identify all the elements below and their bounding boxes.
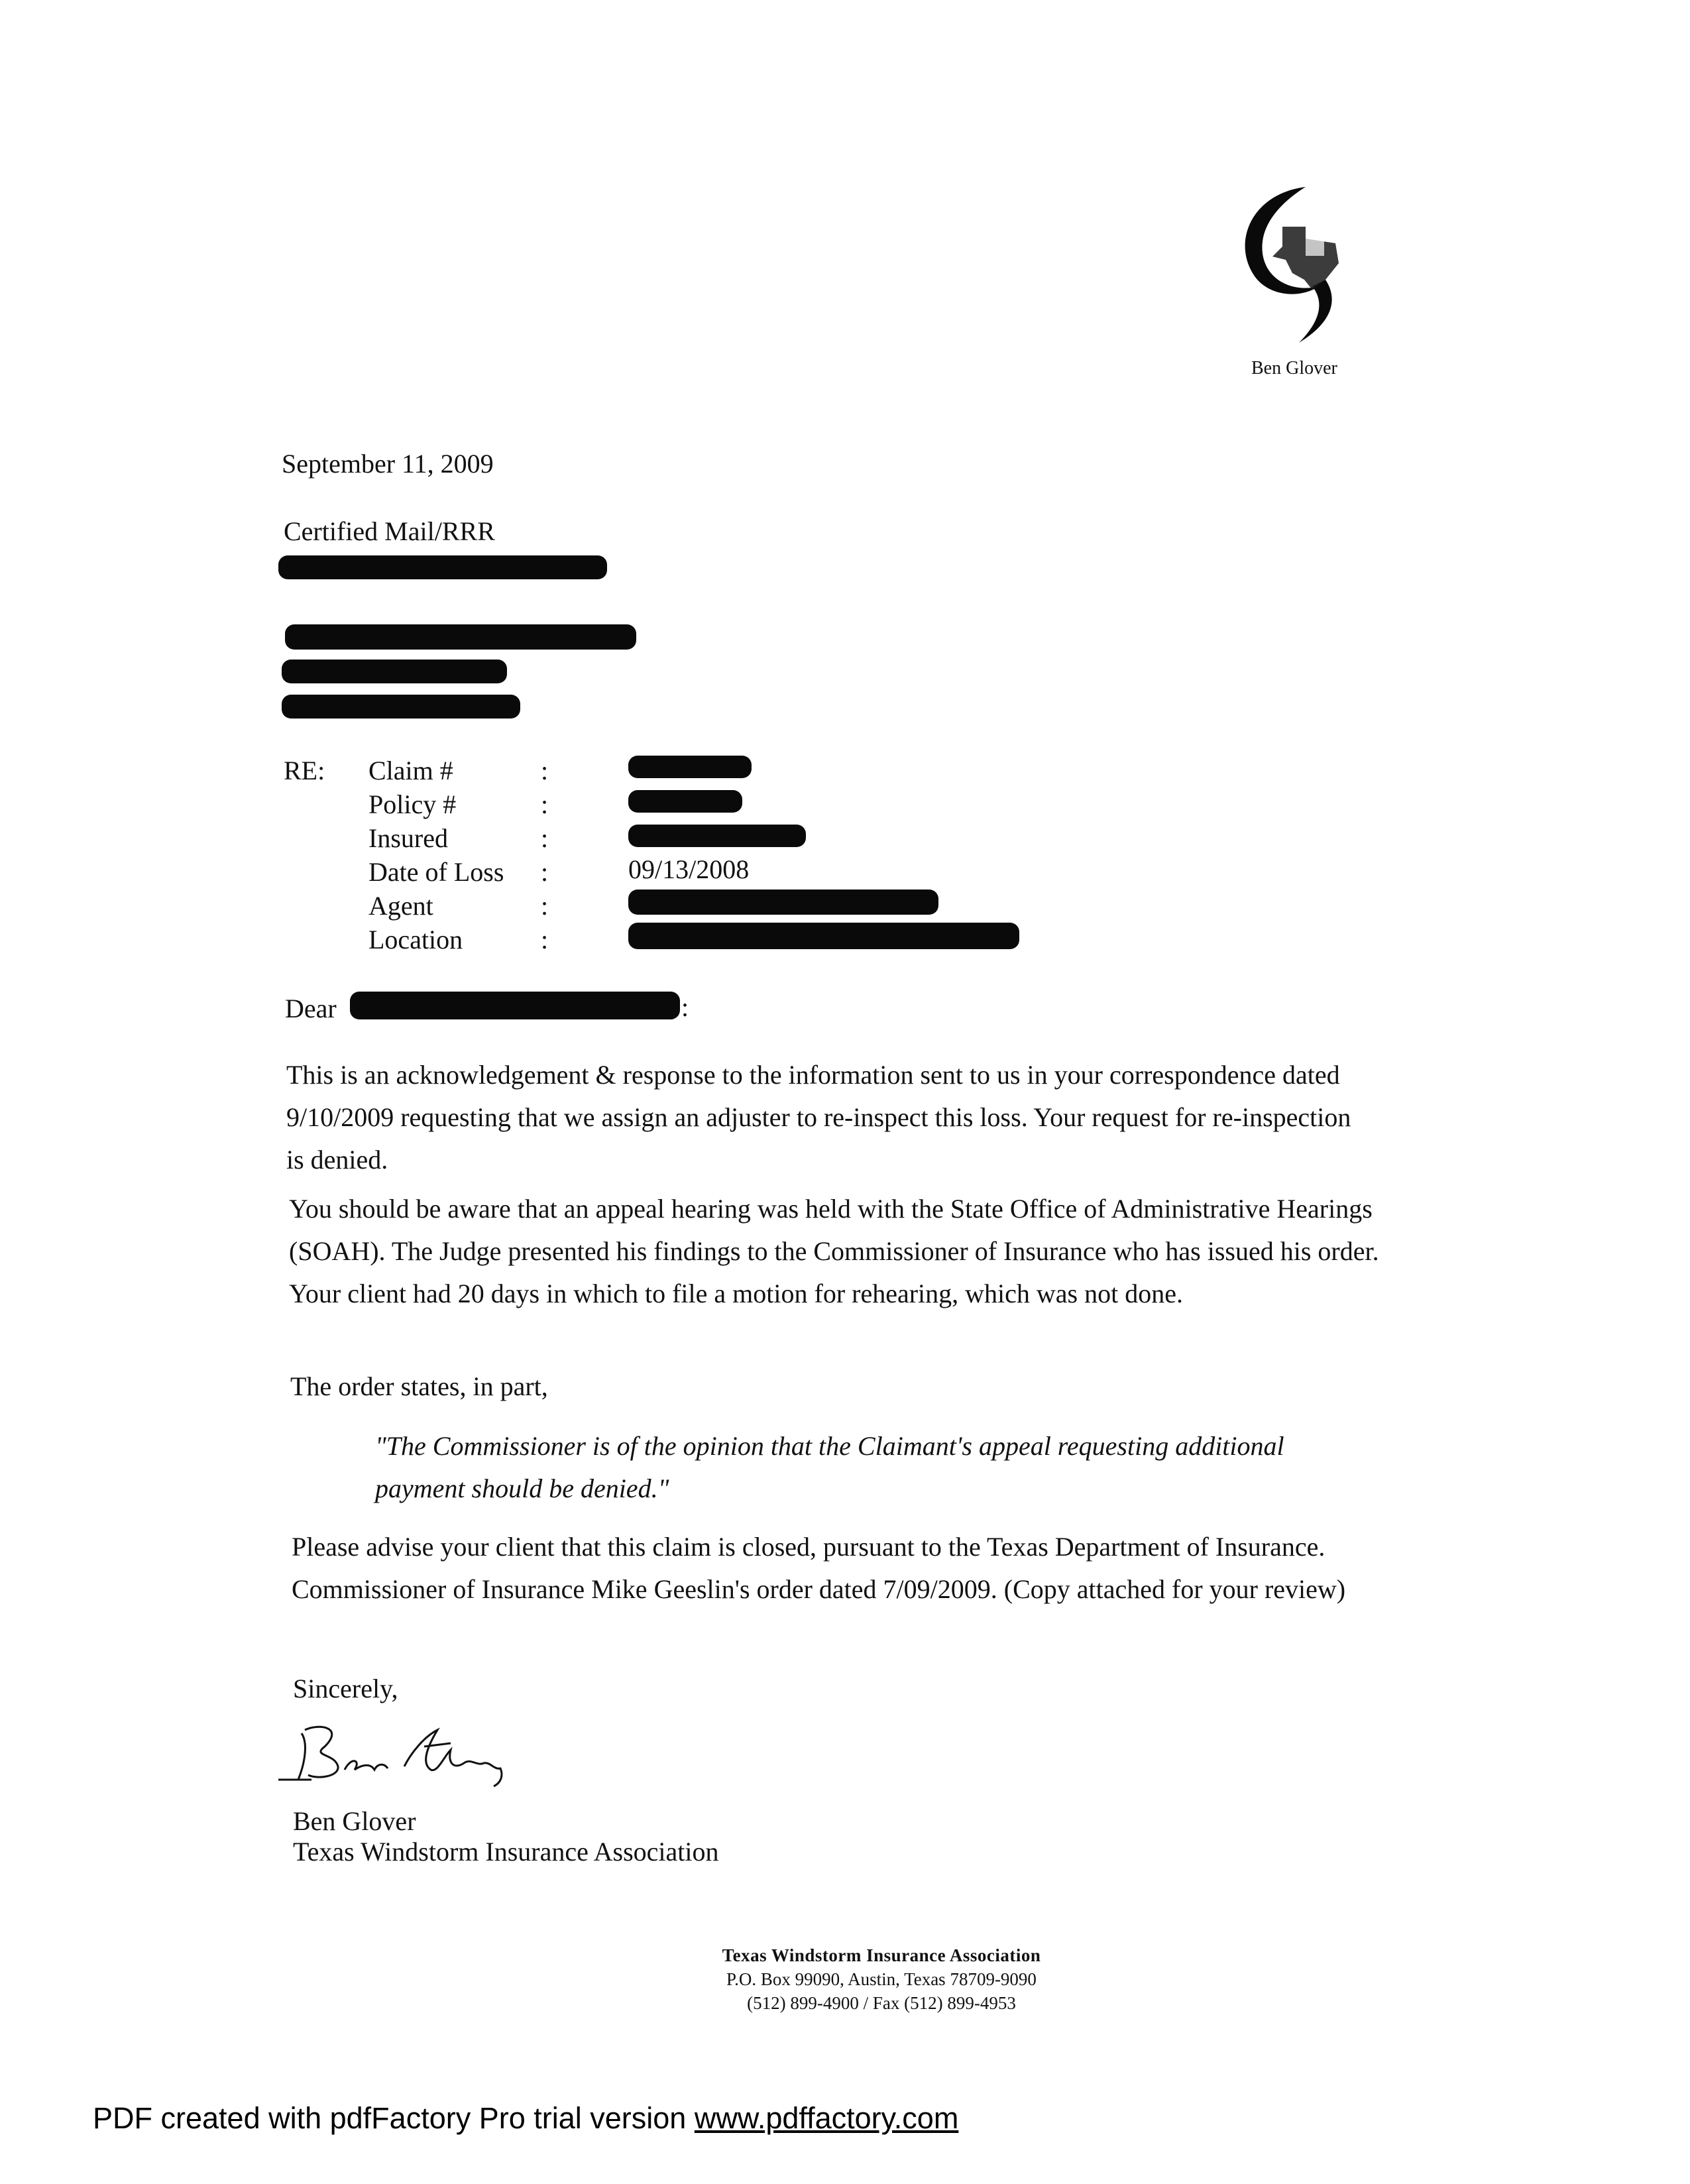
twia-texas-logo-icon xyxy=(1226,180,1359,353)
redacted-address-line-3 xyxy=(282,695,520,718)
sign-off: Sincerely, xyxy=(293,1674,398,1703)
re-date-of-loss-sep: : xyxy=(541,857,549,887)
redacted-agent xyxy=(628,890,938,915)
footer-phone: (512) 899-4900 / Fax (512) 899-4953 xyxy=(747,1993,1016,2013)
pdf-factory-link[interactable]: www.pdffactory.com xyxy=(694,2101,959,2135)
delivery-method: Certified Mail/RRR xyxy=(284,516,495,546)
paragraph-acknowledgement: This is an acknowledgement & response to the information sent to us in your correspondence dated 9/10/2009 requesting that we assign an adjuster to re-inspect this loss. Your request for re-inspection is denied. xyxy=(286,1060,1351,1175)
redacted-address-line-1 xyxy=(285,624,636,650)
re-policy-sep: : xyxy=(541,789,549,819)
footer-org-name: Texas Windstorm Insurance Association xyxy=(722,1945,1041,1965)
re-date-of-loss-label: Date of Loss xyxy=(368,857,504,887)
signer-name: Ben Glover xyxy=(293,1806,416,1836)
salutation-end: : xyxy=(681,992,689,1022)
order-quote: "The Commissioner is of the opinion that the Claimant's appeal requesting additional payment should be denied." xyxy=(375,1431,1284,1503)
twia-logo xyxy=(1226,180,1359,378)
re-claim-sep: : xyxy=(541,756,549,785)
handwritten-signature-icon xyxy=(272,1717,537,1790)
footer-address: P.O. Box 99090, Austin, Texas 78709-9090 xyxy=(726,1969,1037,1989)
salutation-start: Dear xyxy=(285,994,337,1023)
pdf-notice-text: PDF created with pdfFactory Pro trial version xyxy=(93,2101,687,2135)
re-agent-sep: : xyxy=(541,891,549,921)
paragraph-appeal-hearing: You should be aware that an appeal hearing was held with the State Office of Administrative Hearings (SOAH). The Judge presented his findings to the Commissioner of Insurance who has issued his order. Your client had 20 days in which to file a motion for rehearing, which was not done. xyxy=(289,1194,1379,1308)
letter-date: September 11, 2009 xyxy=(282,449,494,479)
redacted-address-line-2 xyxy=(282,660,507,683)
redacted-insured xyxy=(628,825,806,847)
redacted-claim-number xyxy=(628,756,752,778)
re-agent-label: Agent xyxy=(368,891,433,921)
logo-name: Ben Glover xyxy=(1251,358,1337,378)
redacted-policy-number xyxy=(628,790,742,813)
paragraph-order-intro: The order states, in part, xyxy=(290,1371,548,1401)
re-date-of-loss-value: 09/13/2008 xyxy=(628,854,750,884)
footer-organization-block xyxy=(649,1943,1113,2015)
re-label: RE: xyxy=(284,756,325,785)
re-insured-sep: : xyxy=(541,823,549,853)
re-insured-label: Insured xyxy=(368,823,448,853)
re-location-label: Location xyxy=(368,925,463,954)
re-location-sep: : xyxy=(541,925,549,954)
paragraph-claim-closed: Please advise your client that this claim is closed, pursuant to the Texas Department of Insurance. Commissioner of Insurance Mike Geeslin's order dated 7/09/2009. (Copy attached for your review) xyxy=(292,1532,1346,1604)
re-policy-label: Policy # xyxy=(368,789,457,819)
redacted-addressee xyxy=(350,992,680,1019)
redacted-location xyxy=(628,923,1019,949)
pdf-factory-notice xyxy=(93,2101,958,2136)
redacted-recipient-name xyxy=(278,555,607,579)
re-claim-label: Claim # xyxy=(368,756,453,785)
signer-organization: Texas Windstorm Insurance Association xyxy=(293,1837,719,1867)
